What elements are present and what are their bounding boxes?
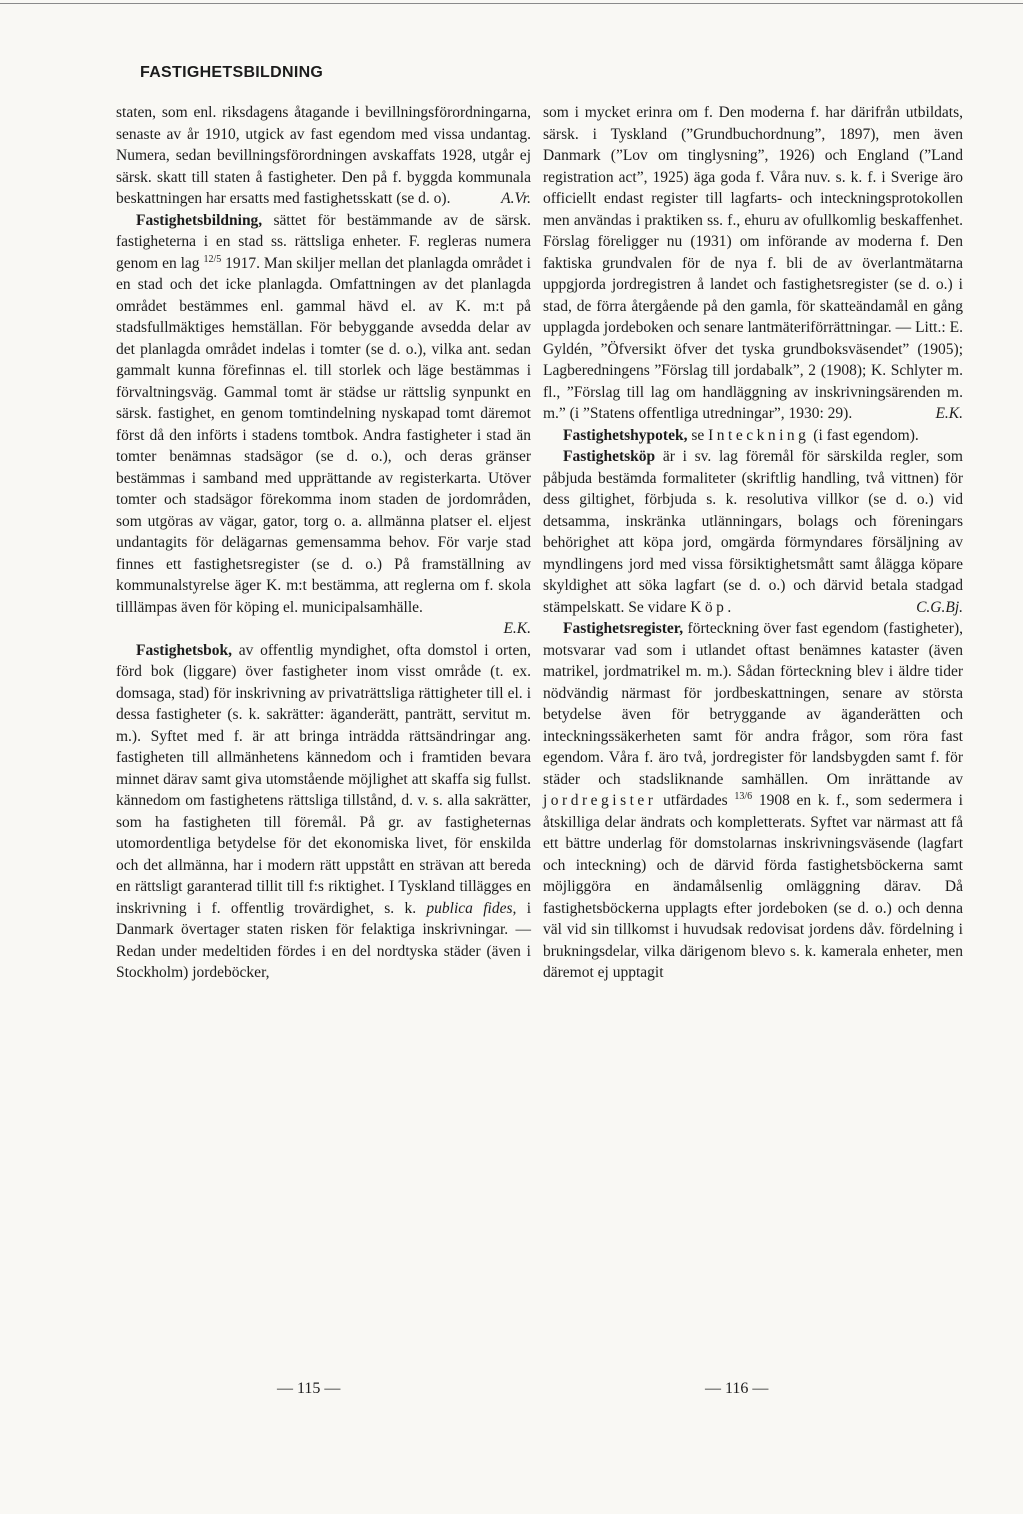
page-number-right: — 116 — — [705, 1380, 769, 1397]
continued-paragraph — [116, 102, 531, 210]
entry-text: av offentlig myndighet, ofta domstol i orten, förd bok (liggare) över fastigheter inom visst område (t. ex. domsaga, stad) för inskrivning av privaträttsliga rättigheter till el. i dessa fastigheter (s. k. sakrätter: äganderätt, panträtt, servitut m. m.). Syftet med f. är att bringa inträdda rättsändringar ang. fastigheten till allmänhetens kännedom och i framtiden bevara minnet därav samt giva utomstående möjlighet att skaffa sig fullst. kännedom om fastighetens rättsliga tillstånd, d. v. s. alla sakrätter, som ha fastigheten till föremål. På gr. av fastigheternas utomordentliga betydelse för det ekonomiska livet, för enskilda och det allmänna, har i modern rätt uppstått en strävan att bereda en rättsligt garanterad tillit till f:s riktighet. I Tyskland tillägges en inskrivning i f. offentlig trovärdighet, s. k. — [116, 641, 531, 917]
entry-text: (i fast egendom). — [809, 426, 919, 444]
left-column — [116, 102, 531, 984]
entry-headword: Fastighetsbildning, — [136, 211, 263, 229]
entry-fastighetskop — [543, 446, 963, 618]
entry-text: utfärdades — [656, 792, 735, 809]
author-signature: E.K. — [503, 620, 531, 637]
entry-fastighetshypotek — [543, 425, 963, 447]
continued-paragraph — [543, 102, 963, 425]
entry-text: 1908 en k. f., som sedermera i åtskilliga delar ändrats och kompletterats. Syftet var närmast att få ett bättre underlag för domstolarnas inskrivningsväsende (lagfart och inteckning) och de därvid förda fastighetsböckerna samt möjliggöra en ändamålsenlig omläggning därav. Då fastighetsböckerna upplagts efter jordeboken (se d. o.) och denna väl vid sin tillkomst i huvudsak redovisat jordens dåv. fördelning i brukningsdelar, vilka därigenom blevo s. k. kamerala enheter, men däremot ej upptagit — [543, 792, 963, 981]
paragraph-text: staten, som enl. riksdagens åtagande i bevillningsförordningarna, senaste av år 1910, utgick av fast egendom med vissa undantag. Numera, sedan bevillningsförordningen avskaffats 1928, utgår ej särsk. skatt till staten å fastigheter. Den på f. byggda kommunala beskattningen har ersatts med fastighetsskatt (se d. o). — [116, 104, 531, 207]
entry-fastighetsbildning — [116, 210, 531, 640]
date-fraction: 13/6 — [734, 790, 753, 802]
top-rule — [0, 3, 1023, 4]
page-number-left: — 115 — — [277, 1380, 341, 1397]
author-signature: C.G.Bj. — [916, 598, 963, 616]
author-signature: A.Vr. — [501, 190, 531, 207]
paragraph-text: som i mycket erinra om f. Den moderna f. har därifrån utbildats, särsk. i Tyskland (”Grundbuchordnung”, 1897), men även Danmark (”Lov om tinglysning”, 1926) och England (”Land registration act”, 1925) äga goda f. Våra nuv. s. k. f. i Sverige äro officiellt endast register till lagfarts- och inteckningsprotokollen men användas i praktiken ss. f., ehuru av ofullkomlig beskaffenhet. Förslag föreligger nu (1931) om införande av moderna f. Den faktiska grundvalen för de nya f. bli de av överlantmätarna uppgjorda jordregistren å landet och fastighetsregister (se d. o.) i stad, de förra återgående på den gamla, för skatteändamål en gång upplagda jordeboken och senare lantmäteriförrättningar. — Litt.: E. Gyldén, ”Öfversikt öfver det tyska grundboksväsendet” (1905); Lagberedningens ”Förslag till jordabalk”, 2 (1908); K. Schlyter m. fl., ”Förslag till lag om handläggning av inskrivningsärenden m. m.” (i ”Statens offentliga utredningar”, 1930: 29). — [543, 104, 963, 422]
right-column — [543, 102, 963, 984]
cross-reference: Inteckning — [708, 426, 810, 444]
cross-reference: Köp. — [690, 598, 735, 616]
entry-text: 1917. Man skiljer mellan det planlagda området i en stad och det icke planlagda. Omfattningen av det planlagda området bestämmes enl. gammal hävd el. av K. m:t på stadsfullmäktiges hemställan. För bebyggande avsedda delar av det planlagda området indelas i tomter (se d. o.), vilka ant. sedan gammalt kunna förefinnas el. till storlek och läge bestämmas i förvaltningsväg. Gammal tomt är städse ur rättslig synpunkt en särsk. fastighet, en genom tomtindelning nyskapad tomt däremot först då den införts i stadens tomtbok. Andra fastigheter i stad än tomter benämnas stadsägor (se d. o.), och deras gränser bestämmas i samband med upprättande av registerkarta. Utöver tomter och stadsägor förekomma inom staden de jordområden, som utgöras av vägar, gator, torg o. a. allmänna platser el. eljest undantagits för delägarnas gemensamma behov. För varje stad finnes ett fastighetsregister (se d. o.) På framställning av kommunalstyrelse äger K. m:t bestämma, att reglerna om f. skola tilllämpas även för köping el. municipalsamhälle. — [116, 254, 531, 616]
spaced-term: jordregister — [543, 792, 657, 809]
entry-text: sättet för bestämmande av de särsk. fastigheterna i en stad ss. rättsliga enheter. F. regleras numera genom en lag — [116, 211, 531, 272]
entry-text: i Danmark övertager staten risken för felaktiga inskrivningar. — Redan under medeltiden fördes i en del nordtyska städer (även i Stockholm) jordeböcker, — [116, 899, 531, 981]
entry-text: se — [687, 426, 709, 444]
entry-headword: Fastighetsbok, — [136, 641, 233, 659]
entry-text: förteckning över fast egendom (fastigheter), motsvarar vad som i utlandet oftast benämnes kataster (även matrikel, jordmatrikel m. m.). Sådan förteckning blev i äldre tider nödvändig närmast för jordbeskattningen, senare av största betydelse även för betryggande av äganderätten och inteckningssäkerheten samt för andra frågor, som röra fast egendom. Våra f. äro två, jordregister för landsbygden samt f. för städer och stadsliknande samhällen. Om inrättande av — [543, 620, 963, 788]
entry-fastighetsbok — [116, 640, 531, 984]
date-fraction: 12/5 — [203, 253, 222, 265]
author-signature: E.K. — [935, 405, 963, 422]
running-header: FASTIGHETSBILDNING — [140, 64, 324, 81]
entry-headword: Fastighetsköp — [563, 448, 656, 465]
entry-headword: Fastighetsregister, — [563, 620, 684, 637]
entry-headword: Fastighetshypotek, — [563, 426, 688, 444]
entry-fastighetsregister — [543, 618, 963, 984]
latin-term: publica fides, — [426, 899, 517, 917]
entry-text: är i sv. lag föremål för särskilda regler, som påbjuda bestämda formaliteter (skriftlig handling, två vittnen) för dess giltighet, förbjuda s. k. resolutiva villkor (se d. o.) vid detsamma, inskränka utlänningars, bolags och föreningars behörighet att köpa jord, omgärda förmyndares försäljning av myndlingens jord med vissa försiktighetsmått samt ålägga köpare skyldighet att söka lagfart (se d. o.) och därvid betala stadgad stämpelskatt. Se vidare — [543, 448, 963, 616]
